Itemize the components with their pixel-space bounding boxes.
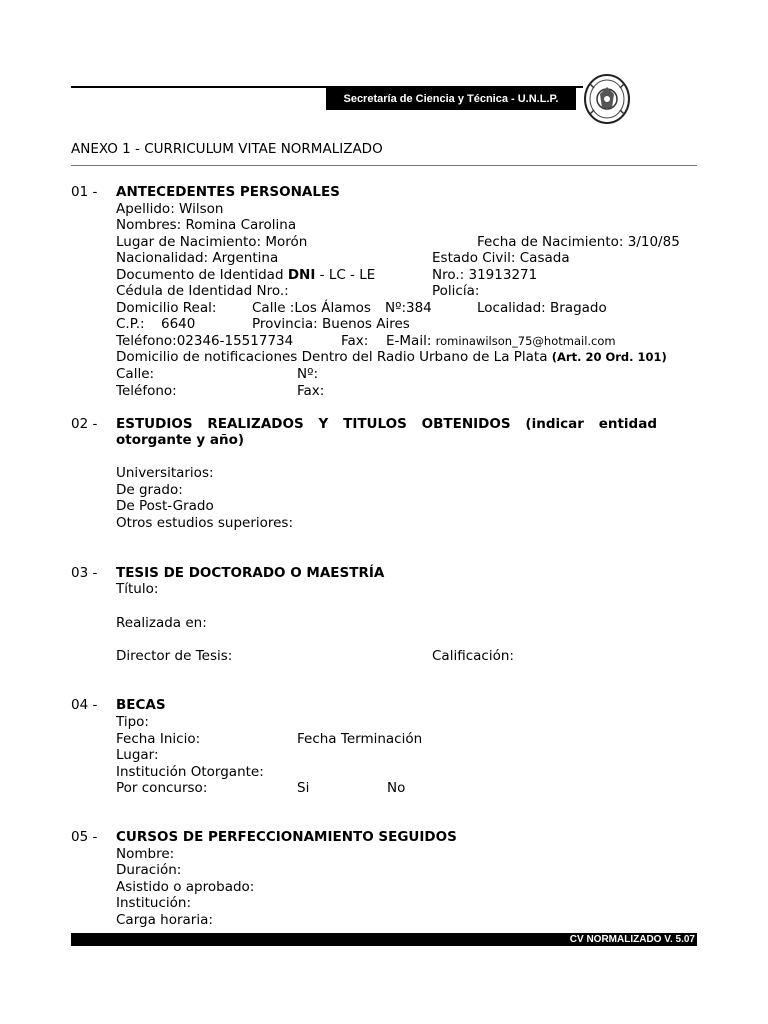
field-asistido: Asistido o aprobado:	[116, 879, 255, 895]
section-01-number: 01 -	[71, 184, 98, 200]
field-localidad: Localidad: Bragado	[477, 300, 607, 316]
field-estado-civil: Estado Civil: Casada	[432, 250, 570, 266]
field-numero-notif: Nº:	[297, 366, 319, 382]
field-telefono-notif: Teléfono:	[116, 383, 177, 399]
institution-banner: Secretaría de Ciencia y Técnica - U.N.L.P.	[326, 88, 576, 110]
field-carga-horaria: Carga horaria:	[116, 912, 213, 928]
field-documento: Documento de Identidad DNI - LC - LE	[116, 267, 376, 283]
field-nro: Nro.: 31913271	[432, 267, 538, 283]
field-otros-estudios: Otros estudios superiores:	[116, 515, 294, 531]
field-universitarios: Universitarios:	[116, 465, 214, 481]
section-03-number: 03 -	[71, 565, 98, 581]
unlp-seal-icon	[582, 72, 632, 126]
field-domicilio-notificaciones: Domicilio de notificaciones Dentro del Radio Urbano de La Plata (Art. 20 Ord. 101)	[116, 349, 667, 365]
field-por-concurso: Por concurso:	[116, 780, 208, 796]
field-cp-value: 6640	[161, 316, 196, 332]
field-calle-notif: Calle:	[116, 366, 155, 382]
field-realizada-en: Realizada en:	[116, 615, 207, 631]
option-no: No	[387, 780, 406, 796]
field-domicilio: Domicilio Real:	[116, 300, 217, 316]
field-fax: Fax:	[341, 333, 369, 349]
field-fecha-inicio: Fecha Inicio:	[116, 731, 201, 747]
section-03-title: TESIS DE DOCTORADO O MAESTRÍA	[116, 565, 385, 581]
annex-rule	[71, 165, 697, 166]
field-director-tesis: Director de Tesis:	[116, 648, 233, 664]
field-cp-label: C.P.:	[116, 316, 145, 332]
option-si: Si	[297, 780, 310, 796]
field-duracion: Duración:	[116, 862, 182, 878]
field-provincia: Provincia: Buenos Aires	[252, 316, 410, 332]
field-telefono: Teléfono:02346-15517734	[116, 333, 294, 349]
field-institucion: Institución:	[116, 895, 192, 911]
field-cedula: Cédula de Identidad Nro.:	[116, 283, 289, 299]
section-05-number: 05 -	[71, 829, 98, 845]
field-calle: Calle :Los Álamos	[252, 300, 371, 316]
section-04-number: 04 -	[71, 697, 98, 713]
field-fecha-nacimiento: Fecha de Nacimiento: 3/10/85	[477, 234, 680, 250]
annex-title: ANEXO 1 - CURRICULUM VITAE NORMALIZADO	[71, 141, 383, 157]
field-lugar: Lugar:	[116, 747, 159, 763]
field-nombres: Nombres: Romina Carolina	[116, 217, 297, 233]
field-tipo: Tipo:	[116, 714, 149, 730]
section-05-title: CURSOS DE PERFECCIONAMIENTO SEGUIDOS	[116, 829, 457, 845]
footer-version-bar: CV NORMALIZADO V. 5.07	[71, 933, 697, 946]
field-email: E-Mail: rominawilson_75@hotmail.com	[386, 333, 616, 349]
field-policia: Policía:	[432, 283, 480, 299]
field-de-grado: De grado:	[116, 482, 183, 498]
field-nombre: Nombre:	[116, 846, 175, 862]
section-02-title-line2: otorgante y año)	[116, 432, 245, 448]
field-numero: Nº:384	[385, 300, 432, 316]
field-apellido: Apellido: Wilson	[116, 201, 224, 217]
field-post-grado: De Post-Grado	[116, 498, 214, 514]
field-calificacion: Calificación:	[432, 648, 514, 664]
field-institucion-otorgante: Institución Otorgante:	[116, 764, 264, 780]
field-fax-notif: Fax:	[297, 383, 325, 399]
field-titulo: Título:	[116, 581, 159, 597]
field-nacionalidad: Nacionalidad: Argentina	[116, 250, 279, 266]
section-04-title: BECAS	[116, 697, 166, 713]
field-lugar-nacimiento: Lugar de Nacimiento: Morón	[116, 234, 308, 250]
section-01-title: ANTECEDENTES PERSONALES	[116, 184, 340, 200]
field-fecha-terminacion: Fecha Terminación	[297, 731, 423, 747]
section-02-number: 02 -	[71, 416, 98, 432]
section-02-title-line1: ESTUDIOS REALIZADOS Y TITULOS OBTENIDOS (indicar entidad	[116, 416, 657, 432]
